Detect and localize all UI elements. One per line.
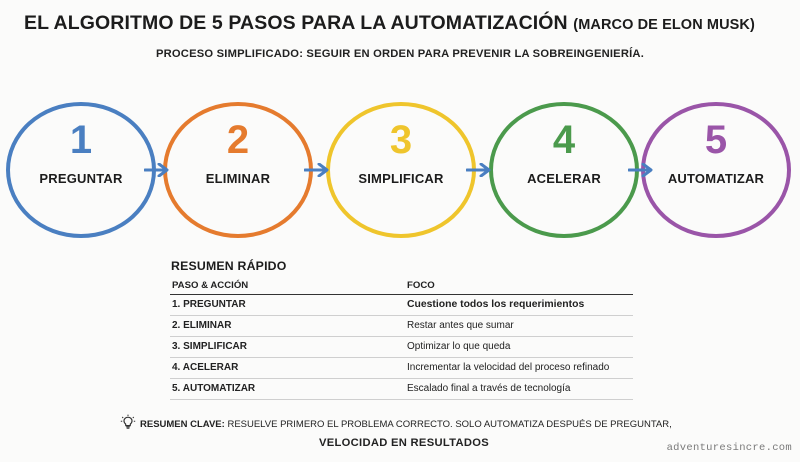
row-focus-cell: Cuestione todos los requerimientos <box>405 294 633 315</box>
step-2-number: 2 <box>226 118 250 162</box>
step-5-label: AUTOMATIZAR <box>667 171 765 186</box>
row-focus-cell: Incrementar la velocidad del proceso refinado <box>405 357 633 378</box>
key-summary-label: RESUMEN CLAVE: <box>140 419 225 430</box>
row-focus-cell: Escalado final a través de tecnología <box>405 378 633 399</box>
step-1-number: 1 <box>69 118 93 162</box>
summary-title: RESUMEN RÁPIDO <box>171 259 287 273</box>
row-step-cell: 5. AUTOMATIZAR <box>170 378 405 399</box>
key-summary <box>120 414 720 430</box>
step-4-label: ACELERAR <box>527 171 601 186</box>
watermark: adventuresincre.com <box>666 442 792 454</box>
row-focus-cell: Optimizar lo que queda <box>405 336 633 357</box>
step-2-circle <box>163 102 313 238</box>
step-3-label: SIMPLIFICAR <box>358 171 444 186</box>
arrow-icon <box>628 163 656 177</box>
row-step-cell: 3. SIMPLIFICAR <box>170 336 405 357</box>
table-row <box>170 294 633 315</box>
step-2-label: ELIMINAR <box>205 171 271 186</box>
page-subtitle: PROCESO SIMPLIFICADO: SEGUIR EN ORDEN PARA PREVENIR LA SOBREINGENIERÍA. <box>155 48 645 60</box>
row-focus-cell: Restar antes que sumar <box>405 315 633 336</box>
arrow-icon <box>304 163 332 177</box>
arrow-icon <box>466 163 494 177</box>
step-4-number: 4 <box>552 118 576 162</box>
row-step-cell: 1. PREGUNTAR <box>170 294 405 315</box>
key-summary-text: RESUELVE PRIMERO EL PROBLEMA CORRECTO. SOLO AUTOMATIZA DESPUÉS DE PREGUNTAR, <box>227 419 672 430</box>
page-title <box>24 12 784 35</box>
arrow-icon <box>144 163 172 177</box>
step-1-label: PREGUNTAR <box>39 171 123 186</box>
step-3-circle <box>326 102 476 238</box>
table-row <box>170 315 633 336</box>
title-main: EL ALGORITMO DE 5 PASOS PARA LA AUTOMATIZACIÓN <box>24 12 568 34</box>
title-paren: (MARCO DE ELON MUSK) <box>573 17 755 33</box>
step-3-number: 3 <box>389 118 413 162</box>
row-step-cell: 4. ACELERAR <box>170 357 405 378</box>
summary-table <box>170 278 633 400</box>
table-row <box>170 357 633 378</box>
column-header-step: PASO & ACCIÓN <box>170 278 405 294</box>
row-step-cell: 2. ELIMINAR <box>170 315 405 336</box>
step-5-circle <box>641 102 791 238</box>
lightbulb-icon <box>120 414 136 430</box>
column-header-focus: FOCO <box>405 278 633 294</box>
table-row <box>170 336 633 357</box>
step-5-number: 5 <box>704 118 728 162</box>
step-1-circle <box>6 102 156 238</box>
key-summary-line2: VELOCIDAD EN RESULTADOS <box>319 437 489 449</box>
step-4-circle <box>489 102 639 238</box>
table-header-row <box>170 278 633 294</box>
table-row <box>170 378 633 399</box>
